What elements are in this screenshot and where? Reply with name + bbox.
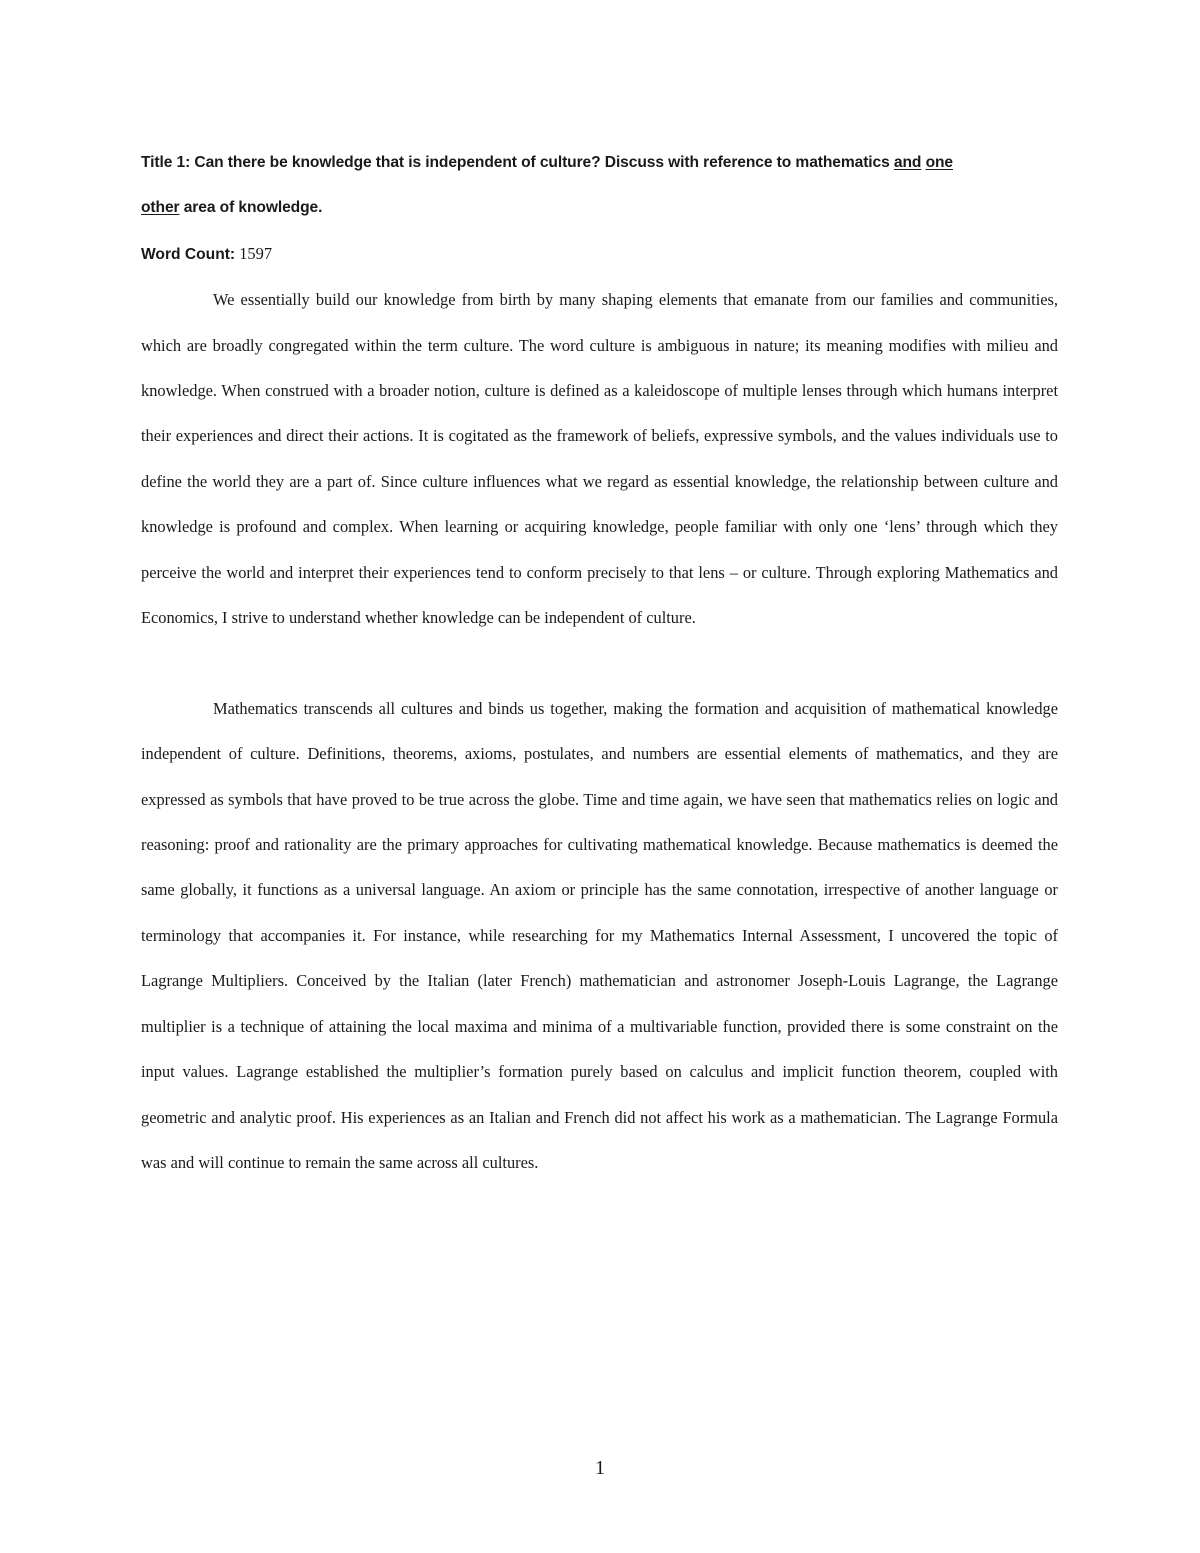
word-count-label: Word Count: bbox=[141, 245, 236, 263]
paragraph-spacer bbox=[141, 640, 1058, 685]
page-number: 1 bbox=[595, 1457, 605, 1479]
title-underlined-one: one bbox=[925, 154, 954, 171]
title-underlined-other: other bbox=[141, 199, 180, 217]
title-underlined-and: and bbox=[893, 154, 922, 171]
paragraph-mathematics: Mathematics transcends all cultures and binds us together, making the formation and acquisition of mathematical knowledge independent of culture. Definitions, theorems, axioms, postulates, and numbers are essential elements of mathematics, and they are expressed as symbols that have proved to be true across the globe. Time and time again, we have seen that mathematics relies on logic and reasoning: proof and rationality are the primary approaches for cultivating mathematical knowledge. Because mathematics is deemed the same globally, it functions as a universal language. An axiom or principle has the same connotation, irrespective of another language or terminology that accompanies it. For instance, while researching for my Mathematics Internal Assessment, I uncovered the topic of Lagrange Multipliers. Conceived by the Italian (later French) mathematician and astronomer Joseph-Louis Lagrange, the Lagrange multiplier is a technique of attaining the local maxima and minima of a multivariable function, provided there is some constraint on the input values. Lagrange established the multiplier’s formation purely based on calculus and implicit function theorem, coupled with geometric and analytic proof. His experiences as an Italian and French did not affect his work as a mathematician. The Lagrange Formula was and will continue to remain the same across all cultures. bbox=[141, 698, 1058, 1172]
word-count bbox=[141, 231, 1058, 277]
paragraph-intro: We essentially build our knowledge from birth by many shaping elements that emanate from our families and communities, which are broadly congregated within the term culture. The word culture is ambiguous in nature; its meaning modifies with milieu and knowledge. When construed with a broader notion, culture is defined as a kaleidoscope of multiple lenses through which humans interpret their experiences and direct their actions. It is cogitated as the framework of beliefs, expressive symbols, and the values individuals use to define the world they are a part of. Since culture influences what we regard as essential knowledge, the relationship between culture and knowledge is profound and complex. When learning or acquiring knowledge, people familiar with only one ‘lens’ through which they perceive the world and interpret their experiences tend to conform precisely to that lens – or culture. Through exploring Mathematics and Economics, I strive to understand whether knowledge can be independent of culture. bbox=[141, 290, 1058, 628]
essay-title bbox=[141, 140, 1058, 231]
title-suffix: area of knowledge. bbox=[179, 199, 323, 217]
document-body bbox=[141, 140, 1058, 1185]
title-text: Title 1: Can there be knowledge that is independent of culture? Discuss with reference to mathematics bbox=[141, 154, 894, 171]
word-count-value: 1597 bbox=[239, 243, 273, 263]
